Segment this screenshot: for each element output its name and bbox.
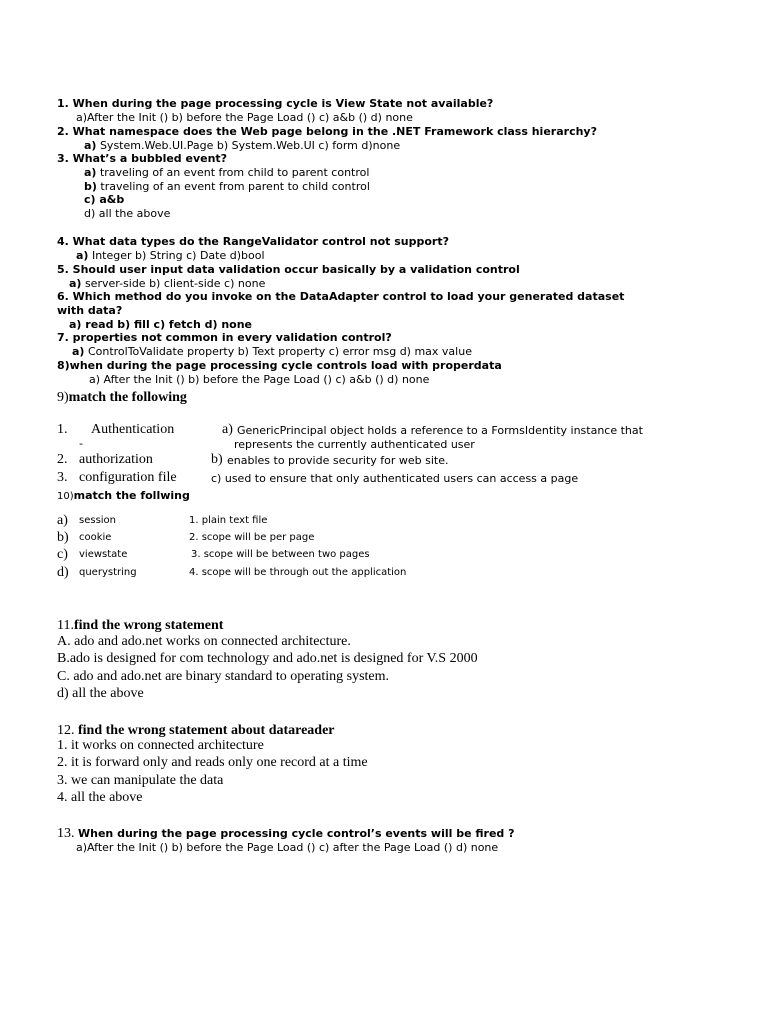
q7-options bbox=[72, 346, 472, 357]
q11-option-b: B.ado is designed for com technology and ado.net is designed for V.S 2000 bbox=[57, 651, 478, 666]
q8-options: a) After the Init () b) before the Page Load () c) a&b () d) none bbox=[89, 373, 430, 386]
q10-row2-match: 2. scope will be per page bbox=[189, 532, 315, 543]
q10-row4-term: querystring bbox=[79, 567, 137, 578]
q12-title: find the wrong statement about datareader bbox=[78, 723, 335, 738]
q9-row2-desc: enables to provide security for web site. bbox=[227, 454, 449, 467]
q3-option-d: d) all the above bbox=[84, 207, 171, 220]
q7-question: 7. properties not common in every validation control? bbox=[57, 331, 392, 344]
q9-title: match the following bbox=[68, 390, 187, 405]
q2-options-text: System.Web.UI.Page b) System.Web.UI c) form d)none bbox=[96, 139, 401, 152]
q9-row1-desc-cont: represents the currently authenticated user bbox=[234, 438, 475, 451]
q7-option-a-marker: a) bbox=[72, 345, 85, 358]
q9-row3-desc-text: used to ensure that only authenticated users can access a page bbox=[224, 472, 579, 485]
q1-question: 1. When during the page processing cycle is View State not available? bbox=[57, 97, 494, 110]
q11-heading bbox=[57, 617, 223, 633]
q4-options-text: Integer b) String c) Date d)bool bbox=[88, 249, 265, 262]
q9-row2-term: authorization bbox=[79, 452, 153, 467]
q10-heading bbox=[57, 487, 190, 503]
q10-row2-letter: b) bbox=[57, 530, 69, 545]
q6-question-line2: with data? bbox=[57, 304, 123, 317]
q4-question: 4. What data types do the RangeValidator control not support? bbox=[57, 235, 449, 248]
q10-row4-match: 4. scope will be through out the application bbox=[189, 567, 407, 578]
q13-number: 13. bbox=[57, 826, 78, 841]
q11-option-c: C. ado and ado.net are binary standard to operating system. bbox=[57, 669, 390, 684]
q3-a-text: traveling of an event from child to parent control bbox=[96, 166, 370, 179]
q1-options: a)After the Init () b) before the Page Load () c) a&b () d) none bbox=[76, 111, 413, 124]
q12-option-3: 3. we can manipulate the data bbox=[57, 773, 224, 788]
q10-number: 10) bbox=[57, 491, 74, 502]
q10-title: match the follwing bbox=[73, 489, 190, 502]
q3-option-a bbox=[84, 167, 369, 178]
q10-row3-letter: c) bbox=[57, 547, 68, 562]
q9-row3-term: configuration file bbox=[79, 470, 177, 485]
q3-question: 3. What’s a bubbled event? bbox=[57, 152, 228, 165]
q2-options bbox=[84, 140, 400, 151]
q4-option-a-marker: a) bbox=[76, 249, 89, 262]
q4-options bbox=[76, 250, 265, 261]
q9-row1-letter: a) bbox=[222, 422, 233, 437]
q5-options-text: server-side b) client-side c) none bbox=[81, 277, 266, 290]
q10-row3-match: 3. scope will be between two pages bbox=[191, 549, 370, 560]
q10-row1-letter: a) bbox=[57, 513, 68, 528]
q3-option-b bbox=[84, 181, 370, 192]
q12-option-4: 4. all the above bbox=[57, 790, 143, 805]
q12-number: 12. bbox=[57, 723, 78, 738]
q2-option-a-marker: a) bbox=[84, 139, 97, 152]
q12-option-2: 2. it is forward only and reads only one record at a time bbox=[57, 755, 368, 770]
q10-row1-match: 1. plain text file bbox=[189, 515, 268, 526]
q6-question-line1: 6. Which method do you invoke on the DataAdapter control to load your generated dataset bbox=[57, 290, 625, 303]
q9-number: 9) bbox=[57, 390, 69, 405]
q13-question: When during the page processing cycle control’s events will be fired ? bbox=[78, 827, 515, 840]
q9-row3-desc bbox=[211, 473, 578, 484]
q10-row2-term: cookie bbox=[79, 532, 112, 543]
q2-question: 2. What namespace does the Web page belong in the .NET Framework class hierarchy? bbox=[57, 125, 597, 138]
q9-row1-term: Authentication bbox=[91, 422, 175, 437]
q11-title: find the wrong statement bbox=[73, 618, 224, 633]
q3-b-marker: b) bbox=[84, 180, 97, 193]
q11-number: 11. bbox=[57, 618, 74, 633]
q9-row2-num: 2. bbox=[57, 452, 68, 467]
q7-options-text: ControlToValidate property b) Text property c) error msg d) max value bbox=[84, 345, 472, 358]
q6-options: a) read b) fill c) fetch d) none bbox=[69, 318, 253, 331]
q9-dash: - bbox=[79, 437, 83, 450]
q8-question: 8)when during the page processing cycle controls load with properdata bbox=[57, 359, 502, 372]
q11-option-a: A. ado and ado.net works on connected architecture. bbox=[57, 634, 351, 649]
q10-row3-term: viewstate bbox=[79, 549, 128, 560]
q10-row1-term: session bbox=[79, 515, 117, 526]
q5-option-a-marker: a) bbox=[69, 277, 82, 290]
q13-options: a)After the Init () b) before the Page Load () c) after the Page Load () d) none bbox=[76, 841, 499, 854]
q9-row1-desc: GenericPrincipal object holds a reference to a FormsIdentity instance that bbox=[237, 424, 643, 437]
q12-heading bbox=[57, 722, 335, 738]
q11-option-d: d) all the above bbox=[57, 686, 144, 701]
q9-row1-num: 1. bbox=[57, 422, 68, 437]
q3-a-marker: a) bbox=[84, 166, 97, 179]
q9-heading bbox=[57, 389, 187, 405]
q9-row3-letter: c) bbox=[211, 472, 222, 485]
q13-heading bbox=[57, 825, 515, 841]
q5-options bbox=[69, 278, 265, 289]
q3-b-text: traveling of an event from parent to child control bbox=[96, 180, 370, 193]
q12-option-1: 1. it works on connected architecture bbox=[57, 738, 264, 753]
q9-row3-num: 3. bbox=[57, 470, 68, 485]
q3-option-c: c) a&b bbox=[84, 193, 125, 206]
q9-row2-letter: b) bbox=[211, 452, 223, 467]
q5-question: 5. Should user input data validation occur basically by a validation control bbox=[57, 263, 520, 276]
q10-row4-letter: d) bbox=[57, 565, 69, 580]
